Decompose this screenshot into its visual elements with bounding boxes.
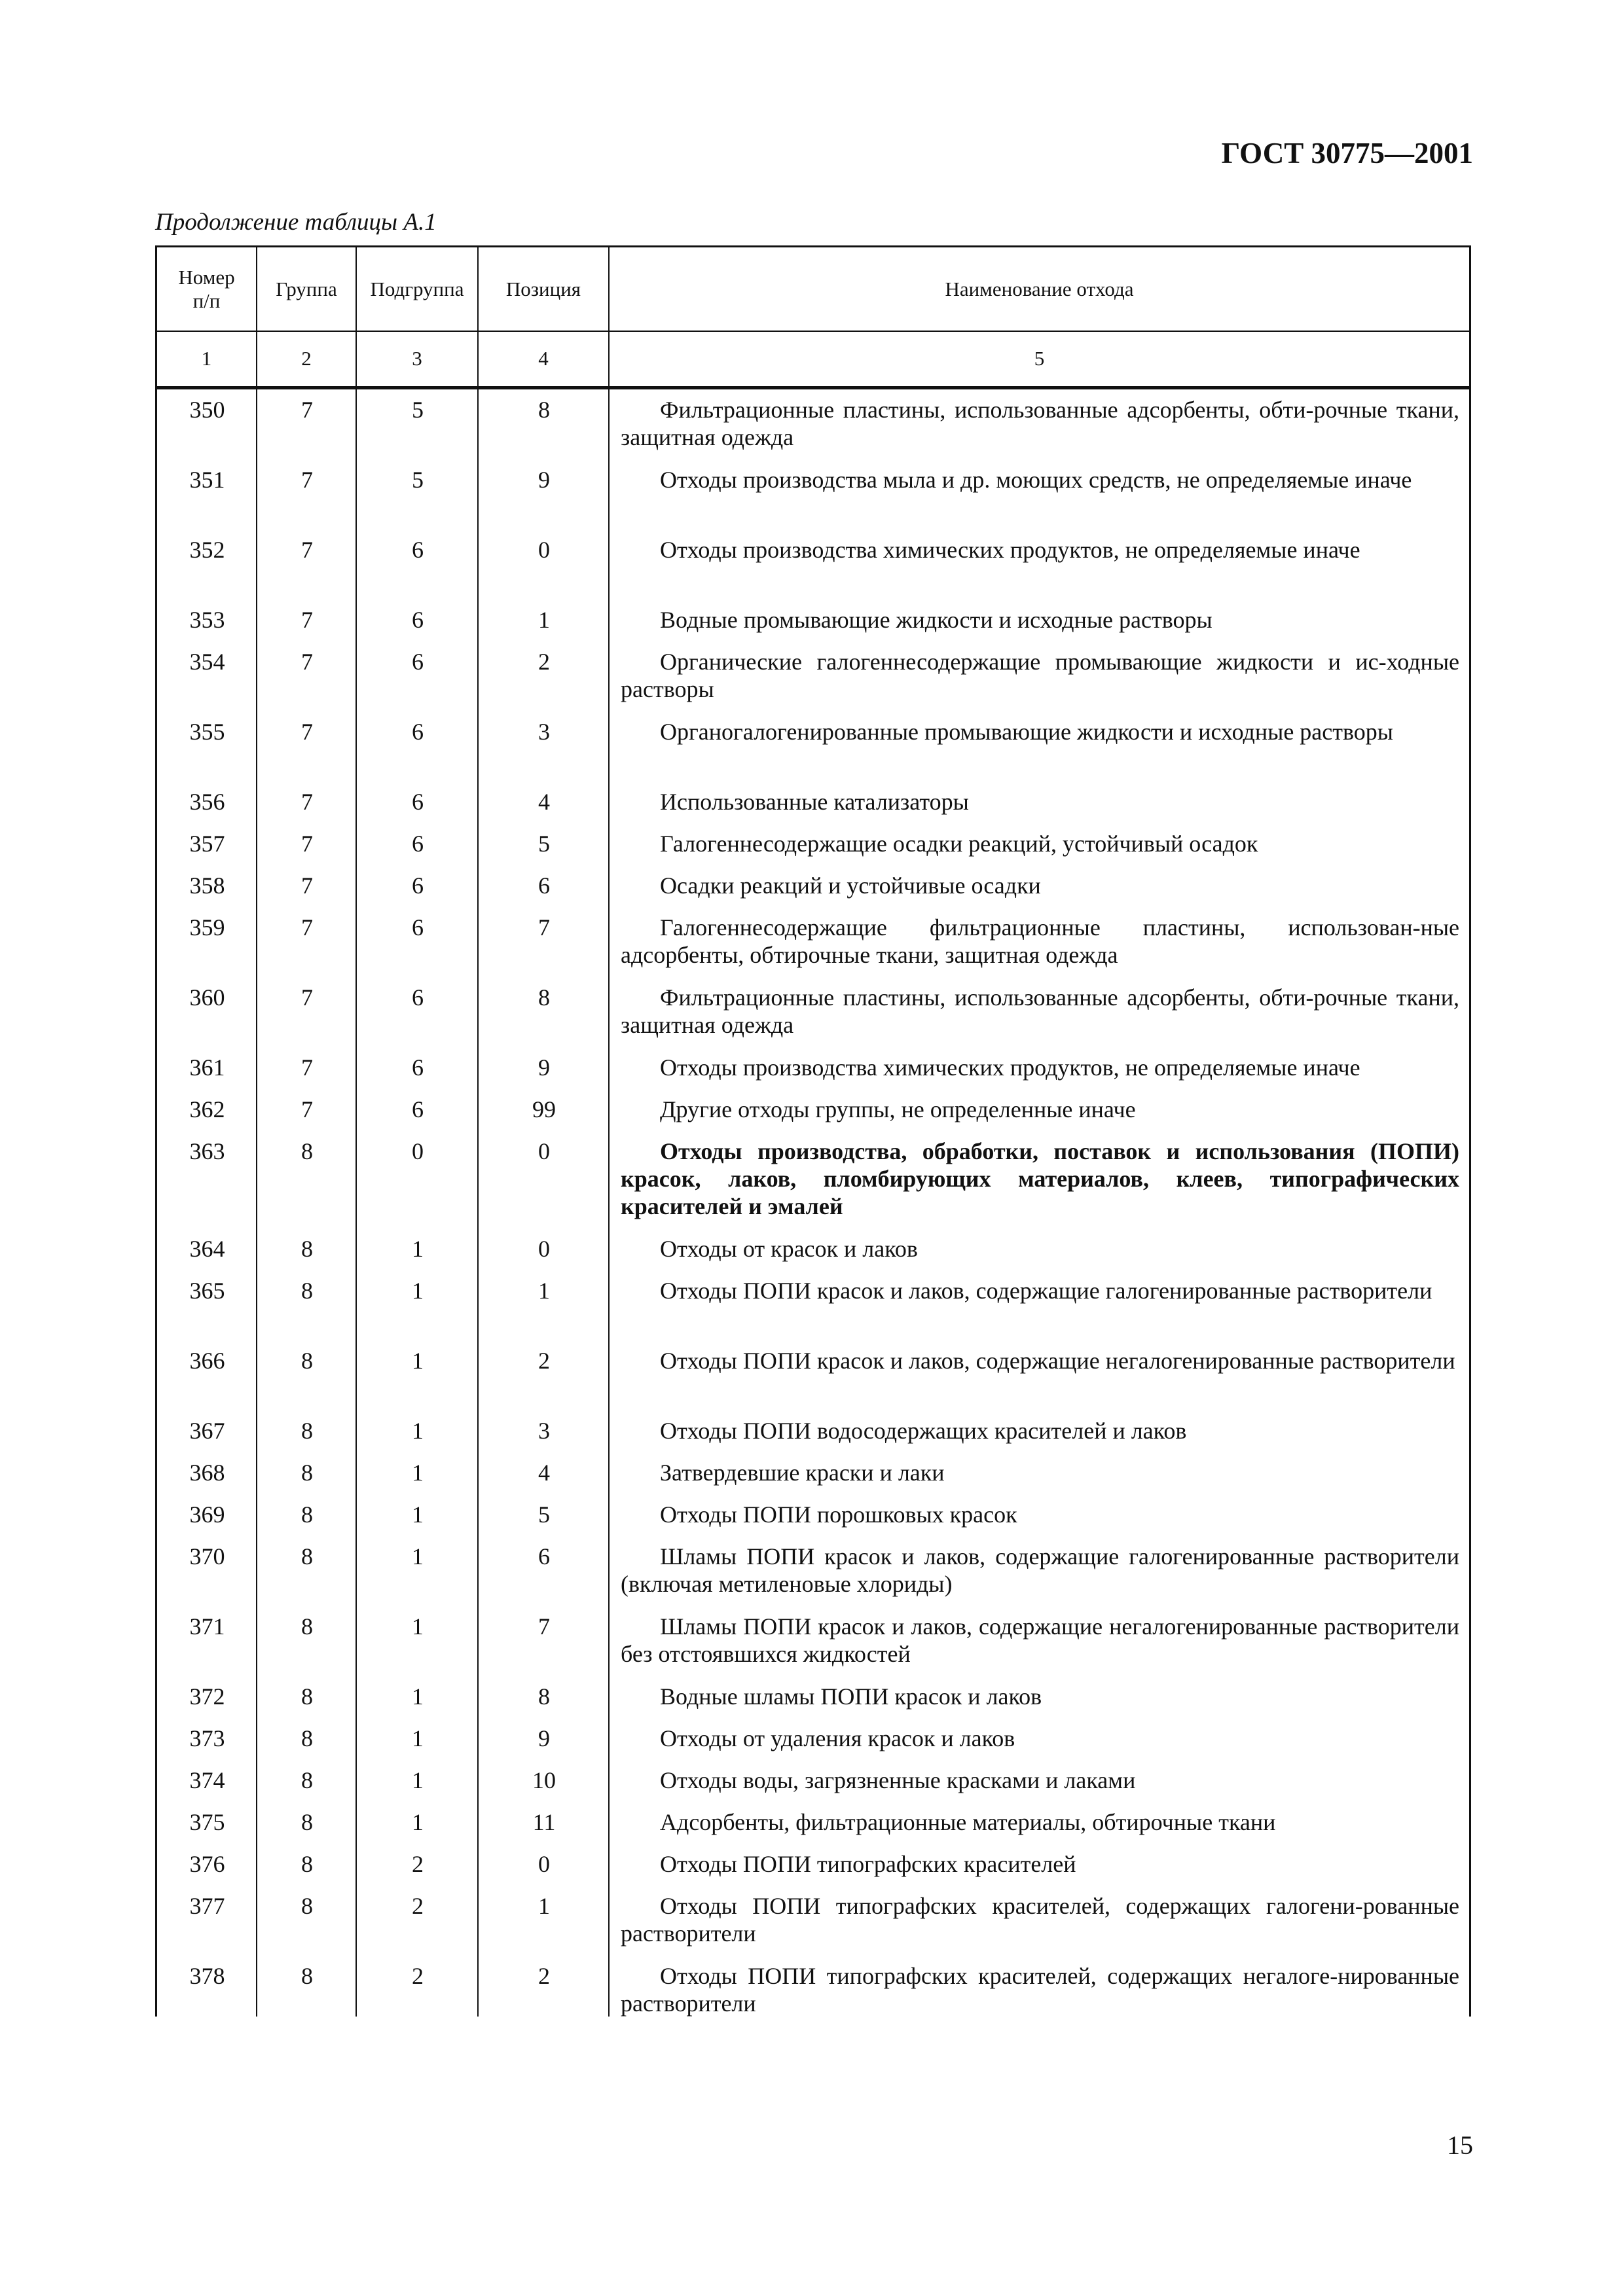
row-subgroup: 1 — [412, 1348, 424, 1374]
row-position: 6 — [538, 872, 550, 899]
row-position: 8 — [538, 984, 550, 1011]
row-waste-name: Шламы ПОПИ красок и лаков, содержащие галогенированные растворители (включая метиленовые хлориды) — [621, 1543, 1459, 1597]
row-position: 5 — [538, 831, 550, 857]
row-number: 350 — [189, 397, 225, 423]
row-waste-name: Галогеннесодержащие фильтрационные пластины, использован-ные адсорбенты, обтирочные ткани, защитная одежда — [621, 914, 1459, 968]
row-group: 8 — [301, 1543, 313, 1570]
table-row — [157, 389, 1469, 459]
row-position: 9 — [538, 1054, 550, 1081]
row-group: 8 — [301, 1348, 313, 1374]
column-header-number: Номер п/п — [157, 247, 257, 331]
row-position: 7 — [538, 1613, 550, 1640]
row-subgroup: 6 — [412, 984, 424, 1011]
column-header-waste-name: Наименование отхода — [945, 277, 1134, 300]
row-position: 2 — [538, 1348, 550, 1374]
row-group: 7 — [301, 719, 313, 745]
row-group: 7 — [301, 872, 313, 899]
row-subgroup: 1 — [412, 1767, 424, 1793]
row-group: 8 — [301, 1278, 313, 1304]
row-group: 8 — [301, 1767, 313, 1793]
row-waste-name: Отходы ПОПИ типографских красителей — [660, 1851, 1076, 1877]
row-waste-name: Фильтрационные пластины, использованные адсорбенты, обти-рочные ткани, защитная одежда — [621, 984, 1459, 1038]
document-header: ГОСТ 30775—2001 — [1221, 137, 1473, 170]
row-position: 1 — [538, 1893, 550, 1919]
row-subgroup: 1 — [412, 1236, 424, 1262]
row-waste-name: Отходы производства мыла и др. моющих средств, не определяемые иначе — [660, 467, 1412, 493]
row-waste-name: Отходы от удаления красок и лаков — [660, 1725, 1015, 1751]
column-number: 1 — [157, 331, 257, 386]
table-row — [157, 823, 1469, 865]
row-number: 362 — [189, 1096, 225, 1122]
column-number: 3 — [357, 331, 479, 386]
row-number: 369 — [189, 1501, 225, 1528]
table-row — [157, 1718, 1469, 1760]
row-waste-name: Галогеннесодержащие осадки реакций, устойчивый осадок — [660, 831, 1258, 857]
row-waste-name: Адсорбенты, фильтрационные материалы, обтирочные ткани — [660, 1809, 1276, 1835]
row-position: 0 — [538, 537, 550, 563]
table-row — [157, 1340, 1469, 1410]
row-position: 0 — [538, 1138, 550, 1164]
row-group: 8 — [301, 1460, 313, 1486]
row-position: 0 — [538, 1236, 550, 1262]
column-number-row — [157, 331, 1469, 389]
row-position: 1 — [538, 607, 550, 633]
row-number: 368 — [189, 1460, 225, 1486]
row-waste-name: Затвердевшие краски и лаки — [660, 1460, 945, 1486]
row-waste-name: Отходы воды, загрязненные красками и лаками — [660, 1767, 1136, 1793]
table-row — [157, 1956, 1469, 2026]
row-subgroup: 6 — [412, 719, 424, 745]
row-position: 4 — [538, 789, 550, 815]
table-row — [157, 907, 1469, 977]
row-subgroup: 6 — [412, 789, 424, 815]
row-subgroup: 6 — [412, 1096, 424, 1122]
row-number: 352 — [189, 537, 225, 563]
row-group: 7 — [301, 789, 313, 815]
row-group: 8 — [301, 1418, 313, 1444]
row-waste-name: Отходы производства химических продуктов, не определяемые иначе — [660, 537, 1360, 563]
table-row — [157, 641, 1469, 711]
table-caption: Продолжение таблицы А.1 — [155, 209, 437, 236]
row-group: 7 — [301, 397, 313, 423]
row-waste-name: Фильтрационные пластины, использованные адсорбенты, обти-рочные ткани, защитная одежда — [621, 397, 1459, 450]
row-subgroup: 6 — [412, 872, 424, 899]
row-group: 7 — [301, 1054, 313, 1081]
row-number: 361 — [189, 1054, 225, 1081]
row-number: 354 — [189, 649, 225, 675]
row-waste-name: Органические галогеннесодержащие промывающие жидкости и ис-ходные растворы — [621, 649, 1459, 702]
row-group: 7 — [301, 537, 313, 563]
row-position: 4 — [538, 1460, 550, 1486]
row-waste-name: Осадки реакций и устойчивые осадки — [660, 872, 1041, 899]
column-header-position: Позиция — [479, 247, 610, 331]
row-group: 8 — [301, 1501, 313, 1528]
row-position: 0 — [538, 1851, 550, 1877]
row-waste-name: Отходы производства, обработки, поставок и использования (ПОПИ) красок, лаков, пломбирующих материалов, клеев, типографических красителей и эмалей — [621, 1138, 1459, 1219]
column-header-group: Группа — [257, 247, 357, 331]
row-group: 8 — [301, 1138, 313, 1164]
table-row — [157, 1536, 1469, 1606]
row-subgroup: 1 — [412, 1725, 424, 1751]
row-waste-name: Использованные катализаторы — [660, 789, 969, 815]
row-number: 353 — [189, 607, 225, 633]
table-row — [157, 1802, 1469, 1844]
table-row — [157, 781, 1469, 823]
row-group: 7 — [301, 607, 313, 633]
row-number: 376 — [189, 1851, 225, 1877]
row-waste-name: Органогалогенированные промывающие жидкости и исходные растворы — [660, 719, 1393, 745]
table-row — [157, 1494, 1469, 1536]
row-waste-name: Отходы ПОПИ красок и лаков, содержащие негалогенированные растворители — [660, 1348, 1455, 1374]
row-subgroup: 1 — [412, 1418, 424, 1444]
row-group: 8 — [301, 1963, 313, 1989]
column-number: 2 — [257, 331, 357, 386]
table-body — [157, 389, 1469, 2026]
row-subgroup: 1 — [412, 1683, 424, 1710]
row-position: 8 — [538, 1683, 550, 1710]
table-header-row — [157, 247, 1469, 332]
row-group: 7 — [301, 1096, 313, 1122]
row-subgroup: 6 — [412, 914, 424, 941]
column-number: 5 — [1034, 346, 1045, 370]
row-number: 373 — [189, 1725, 225, 1751]
row-position: 9 — [538, 467, 550, 493]
row-number: 371 — [189, 1613, 225, 1640]
column-number: 4 — [479, 331, 610, 386]
row-position: 3 — [538, 719, 550, 745]
table-row — [157, 1410, 1469, 1452]
row-position: 2 — [538, 649, 550, 675]
row-group: 8 — [301, 1809, 313, 1835]
row-subgroup: 1 — [412, 1613, 424, 1640]
table-row — [157, 1676, 1469, 1718]
row-number: 372 — [189, 1683, 225, 1710]
table-row — [157, 711, 1469, 781]
table-row — [157, 1452, 1469, 1494]
row-subgroup: 2 — [412, 1893, 424, 1919]
table-row — [157, 600, 1469, 641]
row-subgroup: 1 — [412, 1809, 424, 1835]
waste-table — [155, 245, 1471, 2017]
row-group: 8 — [301, 1893, 313, 1919]
table-row — [157, 1844, 1469, 1886]
row-waste-name: Отходы от красок и лаков — [660, 1236, 918, 1262]
row-group: 7 — [301, 467, 313, 493]
row-subgroup: 0 — [412, 1138, 424, 1164]
row-number: 377 — [189, 1893, 225, 1919]
row-waste-name: Другие отходы группы, не определенные иначе — [660, 1096, 1136, 1122]
row-waste-name: Отходы ПОПИ типографских красителей, содержащих негалоге-нированные растворители — [621, 1963, 1459, 2017]
row-group: 8 — [301, 1613, 313, 1640]
row-subgroup: 2 — [412, 1851, 424, 1877]
row-position: 7 — [538, 914, 550, 941]
table-row — [157, 1270, 1469, 1340]
row-subgroup: 6 — [412, 607, 424, 633]
row-position: 6 — [538, 1543, 550, 1570]
row-number: 351 — [189, 467, 225, 493]
row-group: 7 — [301, 831, 313, 857]
row-number: 363 — [189, 1138, 225, 1164]
table-row — [157, 1760, 1469, 1802]
table-row — [157, 1047, 1469, 1089]
table-row — [157, 977, 1469, 1047]
row-position: 8 — [538, 397, 550, 423]
row-number: 355 — [189, 719, 225, 745]
row-waste-name: Отходы производства химических продуктов, не определяемые иначе — [660, 1054, 1360, 1081]
row-waste-name: Шламы ПОПИ красок и лаков, содержащие негалогенированные растворители без отстоявшихся жидкостей — [621, 1613, 1459, 1667]
row-number: 374 — [189, 1767, 225, 1793]
row-number: 378 — [189, 1963, 225, 1989]
row-waste-name: Водные шламы ПОПИ красок и лаков — [660, 1683, 1042, 1710]
row-group: 8 — [301, 1236, 313, 1262]
table-row — [157, 459, 1469, 529]
row-subgroup: 2 — [412, 1963, 424, 1989]
row-group: 7 — [301, 914, 313, 941]
row-subgroup: 1 — [412, 1460, 424, 1486]
row-number: 356 — [189, 789, 225, 815]
row-position: 1 — [538, 1278, 550, 1304]
row-subgroup: 5 — [412, 397, 424, 423]
row-subgroup: 1 — [412, 1278, 424, 1304]
row-position: 2 — [538, 1963, 550, 1989]
row-position: 11 — [532, 1809, 556, 1835]
table-row — [157, 1229, 1469, 1270]
table-row — [157, 1131, 1469, 1229]
row-waste-name: Отходы ПОПИ порошковых красок — [660, 1501, 1017, 1528]
row-subgroup: 6 — [412, 537, 424, 563]
row-subgroup: 6 — [412, 649, 424, 675]
table-row — [157, 1886, 1469, 1956]
row-waste-name: Отходы ПОПИ типографских красителей, содержащих галогени-рованные растворители — [621, 1893, 1459, 1946]
row-group: 8 — [301, 1851, 313, 1877]
row-position: 3 — [538, 1418, 550, 1444]
row-number: 360 — [189, 984, 225, 1011]
table-row — [157, 529, 1469, 600]
row-group: 8 — [301, 1683, 313, 1710]
row-number: 359 — [189, 914, 225, 941]
page-number: 15 — [1447, 2130, 1473, 2160]
row-position: 9 — [538, 1725, 550, 1751]
row-number: 364 — [189, 1236, 225, 1262]
row-number: 367 — [189, 1418, 225, 1444]
row-subgroup: 1 — [412, 1501, 424, 1528]
row-position: 10 — [532, 1767, 556, 1793]
row-number: 365 — [189, 1278, 225, 1304]
column-header-subgroup: Подгруппа — [357, 247, 479, 331]
table-row — [157, 865, 1469, 907]
row-number: 366 — [189, 1348, 225, 1374]
row-group: 7 — [301, 649, 313, 675]
row-number: 357 — [189, 831, 225, 857]
table-row — [157, 1606, 1469, 1676]
row-position: 99 — [532, 1096, 556, 1122]
row-number: 370 — [189, 1543, 225, 1570]
row-waste-name: Отходы ПОПИ водосодержащих красителей и лаков — [660, 1418, 1187, 1444]
row-number: 375 — [189, 1809, 225, 1835]
row-group: 8 — [301, 1725, 313, 1751]
row-number: 358 — [189, 872, 225, 899]
row-subgroup: 5 — [412, 467, 424, 493]
row-waste-name: Отходы ПОПИ красок и лаков, содержащие галогенированные растворители — [660, 1278, 1432, 1304]
row-waste-name: Водные промывающие жидкости и исходные растворы — [660, 607, 1213, 633]
row-subgroup: 1 — [412, 1543, 424, 1570]
row-position: 5 — [538, 1501, 550, 1528]
table-row — [157, 1089, 1469, 1131]
row-subgroup: 6 — [412, 831, 424, 857]
row-subgroup: 6 — [412, 1054, 424, 1081]
row-group: 7 — [301, 984, 313, 1011]
